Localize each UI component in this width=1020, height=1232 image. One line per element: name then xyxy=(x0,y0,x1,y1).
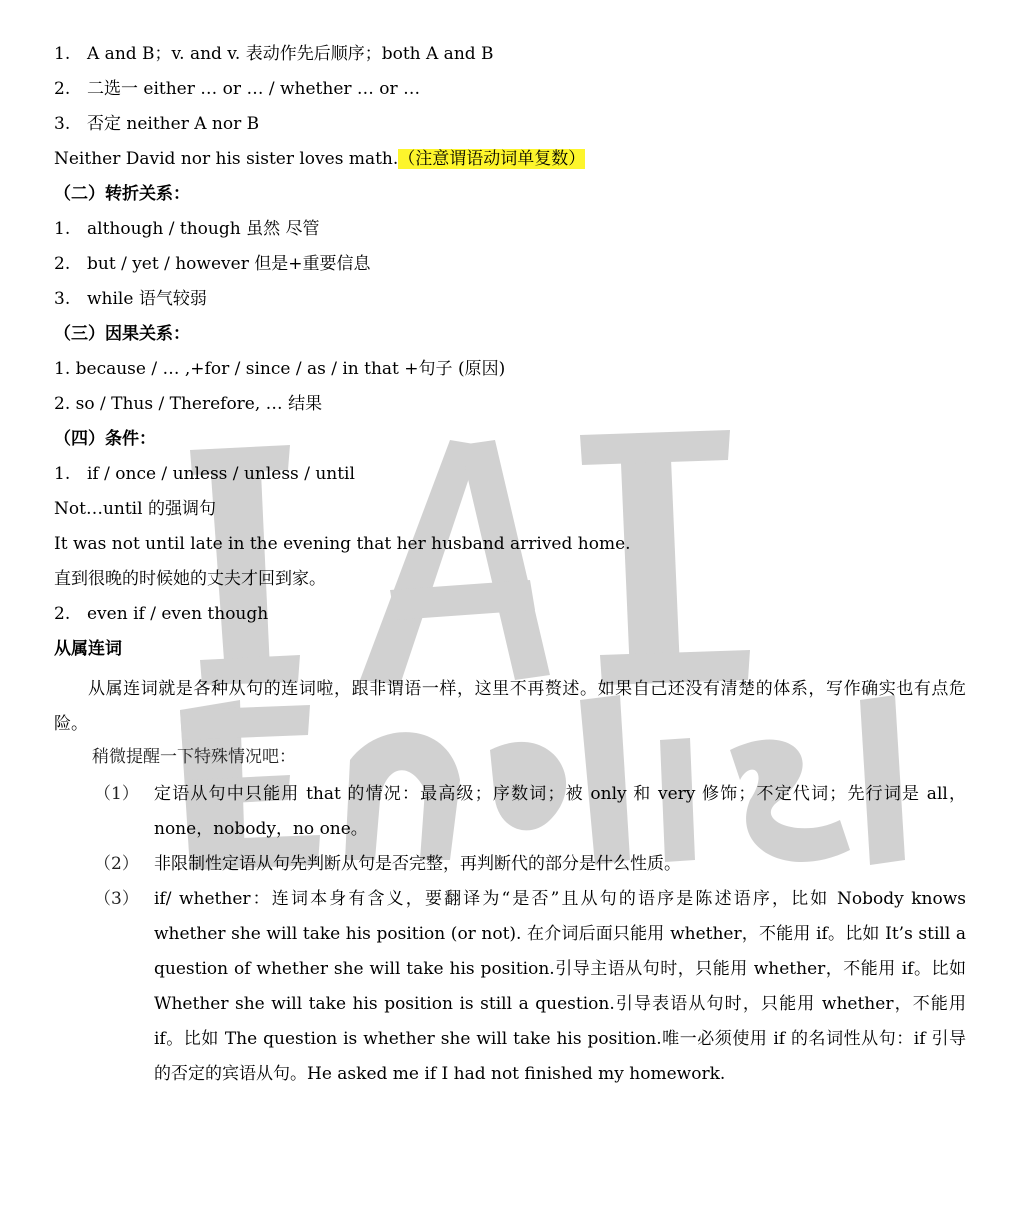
section-heading: （三）因果关系： xyxy=(54,324,190,344)
item-number: 2. xyxy=(54,79,71,99)
item-text: while 语气较弱 xyxy=(87,289,207,309)
item-number: 1. xyxy=(54,464,71,484)
list-item xyxy=(54,110,966,145)
sentence-text: Neither David nor his sister loves math. xyxy=(54,149,399,169)
item-number: 1. xyxy=(54,219,71,239)
list-item xyxy=(54,285,966,320)
item-text: although / though 虽然 尽管 xyxy=(87,219,320,239)
list-item xyxy=(54,460,966,495)
item-text: 二选一 either … or … / whether … or … xyxy=(87,79,421,99)
item-text: A and B；v. and v. 表动作先后顺序；both A and B xyxy=(87,44,494,64)
item-text: 否定 neither A nor B xyxy=(87,114,260,134)
section-heading: （二）转折关系： xyxy=(54,184,190,204)
list-item xyxy=(54,215,966,250)
list-item: 1. because / … ,+for / since / as / in that +句子 (原因) xyxy=(54,359,506,379)
list-item: 2. so / Thus / Therefore, … 结果 xyxy=(54,394,323,414)
section-heading: 从属连词 xyxy=(54,639,122,659)
note-text: 非限制性定语从句先判断从句是否完整，再判断代的部分是什么性质。 xyxy=(154,854,681,874)
highlighted-note: （注意谓语动词单复数） xyxy=(398,149,586,169)
sub-heading: 稍微提醒一下特殊情况吧： xyxy=(92,747,296,767)
item-number: 3. xyxy=(54,114,71,134)
numbered-note xyxy=(54,777,966,847)
item-text: even if / even though xyxy=(87,604,269,624)
item-number: 3. xyxy=(54,289,71,309)
note-text: if/ whether：连词本身有含义，要翻译为“是否”且从句的语序是陈述语序，比如 Nobody knows whether she will take his position (or not). 在介词后面只能用 whether，不能用 if。比如 It’s still a question of whether she will take his position.引导主语从句时，只能用 whether，不能用 if。比如 Whether she will take his position is still a question.引导表语从句时，只能用 whether，不能用 if。比如 The question is whether she will take his position.唯一必须使用 if 的名词性从句：if 引导的否定的宾语从句。He asked me if I had not finished my homework. xyxy=(154,889,966,1084)
note-marker: （1） xyxy=(94,784,139,804)
list-item xyxy=(54,75,966,110)
example-sentence: It was not until late in the evening that her husband arrived home. xyxy=(54,534,631,554)
example-sentence xyxy=(54,145,966,180)
item-text: but / yet / however 但是+重要信息 xyxy=(87,254,371,274)
item-number: 2. xyxy=(54,254,71,274)
paragraph: 从属连词就是各种从句的连词啦，跟非谓语一样，这里不再赘述。如果自己还没有清楚的体系，写作确实也有点危险。 xyxy=(54,679,966,734)
document-content xyxy=(54,40,966,1092)
note-marker: （3） xyxy=(94,889,139,909)
numbered-note xyxy=(54,847,966,882)
list-item xyxy=(54,250,966,285)
item-number: 1. xyxy=(54,44,71,64)
item-number: 2. xyxy=(54,604,71,624)
numbered-note xyxy=(54,882,966,1092)
text-line: Not…until 的强调句 xyxy=(54,499,216,519)
list-item xyxy=(54,600,966,635)
item-text: if / once / unless / unless / until xyxy=(87,464,355,484)
translation: 直到很晚的时候她的丈夫才回到家。 xyxy=(54,569,326,589)
section-heading: （四）条件： xyxy=(54,429,156,449)
note-text: 定语从句中只能用 that 的情况：最高级；序数词；被 only 和 very 修饰；不定代词；先行词是 all，none，nobody，no one。 xyxy=(154,784,966,839)
note-marker: （2） xyxy=(94,854,139,874)
list-item xyxy=(54,40,966,75)
